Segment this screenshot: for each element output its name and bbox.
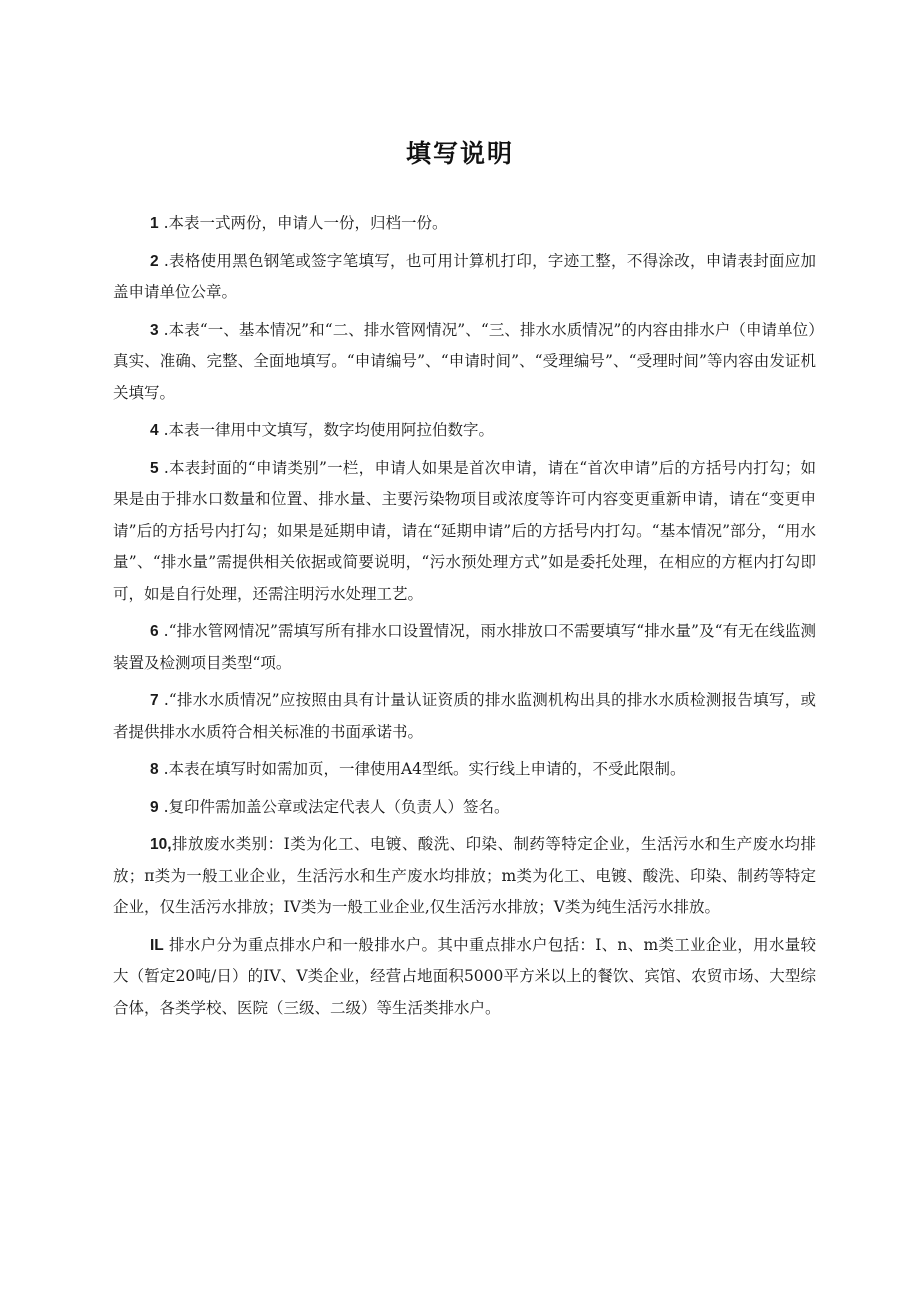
item-number: 4 xyxy=(150,422,159,439)
instruction-item-11 xyxy=(113,930,816,1025)
item-number: 6 xyxy=(150,623,159,640)
item-text: .复印件需加盖公章或法定代表人（负责人）签名。 xyxy=(163,797,510,816)
instruction-item-3 xyxy=(113,315,816,410)
item-text: .本表封面的“申请类别”一栏，申请人如果是首次申请，请在“首次申请”后的方括号内打勾；如果是由于排水口数量和位置、排水量、主要污染物项目或浓度等许可内容变更重新申请，请在“变更申请”后的方括号内打勾；如果是延期申请，请在“延期申请”后的方括号内打勾。“基本情况”部分，“用水量”、“排水量”需提供相关依据或简要说明，“污水预处理方式”如是委托处理，在相应的方框内打勾即可，如是自行处理，还需注明污水处理工艺。 xyxy=(113,458,816,603)
instruction-item-1 xyxy=(113,208,816,240)
instruction-item-9 xyxy=(113,792,816,824)
item-text: 排放废水类别：I类为化工、电镀、酸洗、印染、制药等特定企业，生活污水和生产废水均排放；π类为一般工业企业，生活污水和生产废水均排放；m类为化工、电镀、酸洗、印染、制药等特定企业，仅生活污水排放；IV类为一般工业企业,仅生活污水排放；V类为纯生活污水排放。 xyxy=(113,835,816,916)
instructions-list xyxy=(113,208,816,1030)
item-number: 3 xyxy=(150,321,159,339)
item-number: 10, xyxy=(150,836,172,853)
instruction-item-2 xyxy=(113,246,816,309)
item-number: 9 xyxy=(150,798,159,816)
item-text: .本表一律用中文填写，数字均使用阿拉伯数字。 xyxy=(163,421,494,439)
item-number: 5 xyxy=(150,459,159,477)
item-number: 1 xyxy=(150,215,159,232)
item-number: 7 xyxy=(150,692,159,709)
item-text: .本表在填写时如需加页，一律使用A4型纸。实行线上申请的，不受此限制。 xyxy=(163,760,686,778)
instruction-item-10 xyxy=(113,829,816,924)
item-text: .本表“一、基本情况”和“二、排水管网情况”、“三、排水水质情况”的内容由排水户（申请单位）真实、准确、完整、全面地填写。“申请编号”、“申请时间”、“受理编号”、“受理时间”等内容由发证机关填写。 xyxy=(113,320,816,402)
item-text: .本表一式两份，申请人一份，归档一份。 xyxy=(163,214,448,232)
item-text: .“排水管网情况”需填写所有排水口设置情况，雨水排放口不需要填写“排水量”及“有无在线监测装置及检测项目类型“项。 xyxy=(113,622,816,672)
instruction-item-5 xyxy=(113,453,816,611)
page-title: 填写说明 xyxy=(405,139,514,168)
instruction-item-4 xyxy=(113,415,816,447)
item-text: .表格使用黑色钢笔或签字笔填写，也可用计算机打印，字迹工整，不得涂改，申请表封面应加盖申请单位公章。 xyxy=(113,251,816,301)
item-text: .“排水水质情况”应按照由具有计量认证资质的排水监测机构出具的排水水质检测报告填写，或者提供排水水质符合相关标准的书面承诺书。 xyxy=(113,691,817,741)
instruction-item-8 xyxy=(113,754,816,786)
instruction-item-7 xyxy=(113,685,816,748)
item-text: 排水户分为重点排水户和一般排水户。其中重点排水户包括：I、n、m类工业企业，用水量较大（暂定20吨/日）的IV、V类企业，经营占地面积5000平方米以上的餐饮、宾馆、农贸市场、大型综合体，各类学校、医院（三级、二级）等生活类排水户。 xyxy=(113,935,816,1017)
item-number: 8 xyxy=(150,761,159,778)
item-number: 2 xyxy=(150,252,159,270)
instruction-item-6 xyxy=(113,616,816,679)
item-number: IL xyxy=(150,936,164,954)
